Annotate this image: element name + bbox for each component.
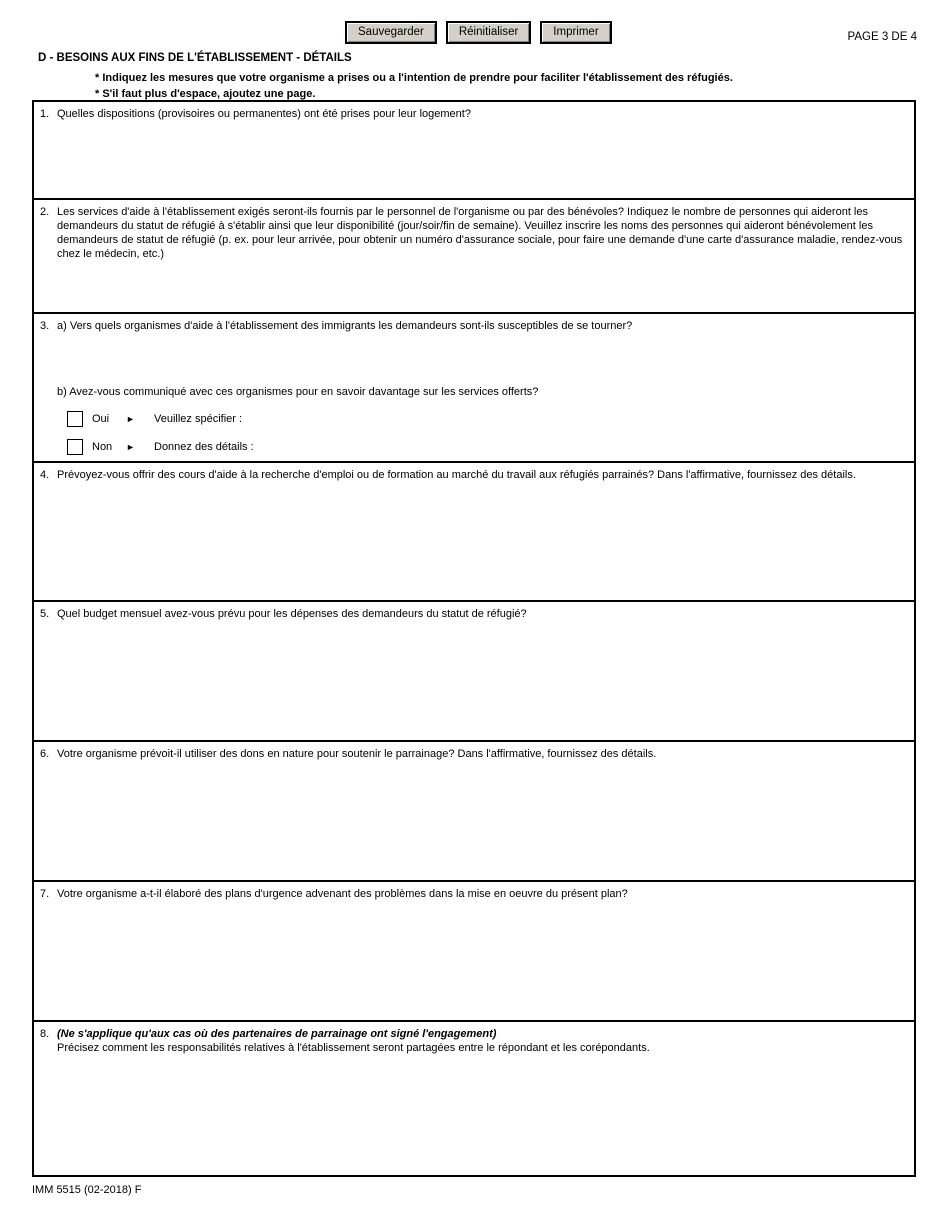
instruction-line-1: * Indiquez les mesures que votre organisme a prises ou a l'intention de prendre pour faciliter l'établissement des réfugiés. [95, 72, 733, 84]
right-arrow-icon: ► [126, 441, 135, 452]
question-2-answer-field[interactable] [57, 261, 906, 312]
question-8-text: Précisez comment les responsabilités relatives à l'établissement seront partagées entre le répondant et les corépondants. [57, 1042, 650, 1054]
question-1-text: Quelles dispositions (provisoires ou permanentes) ont été prises pour leur logement? [57, 108, 471, 120]
oui-label: Oui [92, 413, 110, 425]
question-6-answer-field[interactable] [57, 761, 906, 880]
toolbar [345, 21, 612, 44]
form-box [32, 100, 916, 1177]
section-title: D - BESOINS AUX FINS DE L'ÉTABLISSEMENT - DÉTAILS [38, 52, 352, 64]
question-8-note: (Ne s'applique qu'aux cas où des partenaires de parrainage ont signé l'engagement) [57, 1028, 497, 1040]
save-button[interactable]: Sauvegarder [345, 21, 437, 44]
question-8-answer-field[interactable] [57, 1055, 906, 1175]
non-prompt: Donnez des détails : [154, 441, 254, 453]
question-3a-text: a) Vers quels organismes d'aide à l'établissement des immigrants les demandeurs sont-ils susceptibles de se tourner? [57, 320, 633, 332]
question-1-row [34, 102, 914, 198]
question-1-answer-field[interactable] [57, 121, 906, 198]
option-row-non [67, 433, 906, 461]
non-label: Non [92, 441, 113, 453]
section-instructions [95, 70, 733, 102]
oui-detail-field[interactable] [242, 408, 906, 430]
reset-button[interactable]: Réinitialiser [446, 21, 531, 44]
question-7-number: 7. [40, 888, 50, 900]
question-2-number: 2. [40, 206, 50, 218]
question-4-row [34, 461, 914, 600]
question-3-number: 3. [40, 320, 50, 332]
question-3-row [34, 312, 914, 461]
question-2-row [34, 198, 914, 312]
question-5-row [34, 600, 914, 740]
print-button[interactable]: Imprimer [540, 21, 611, 44]
option-row-oui [67, 405, 906, 433]
question-3b-text: b) Avez-vous communiqué avec ces organismes pour en savoir davantage sur les services offerts? [57, 386, 539, 398]
question-6-row [34, 740, 914, 880]
question-5-answer-field[interactable] [57, 621, 906, 740]
question-8-row [34, 1020, 914, 1175]
question-6-text: Votre organisme prévoit-il utiliser des dons en nature pour soutenir le parrainage? Dans l'affirmative, fournissez des détails. [57, 748, 657, 760]
oui-checkbox[interactable] [67, 411, 83, 427]
page-indicator: PAGE 3 DE 4 [847, 31, 917, 43]
question-7-row [34, 880, 914, 1020]
non-detail-field[interactable] [254, 436, 906, 458]
question-5-text: Quel budget mensuel avez-vous prévu pour les dépenses des demandeurs du statut de réfugié? [57, 608, 527, 620]
question-7-text: Votre organisme a-t-il élaboré des plans d'urgence advenant des problèmes dans la mise en oeuvre du présent plan? [57, 888, 628, 900]
question-8-number: 8. [40, 1028, 50, 1040]
question-2-text: Les services d'aide à l'établissement exigés seront-ils fournis par le personnel de l'organisme ou par des bénévoles? Indiquez le nombre de personnes qui aideront les demandeurs du statut de réfugié à s'établir ainsi que leur disponibilité (jour/soir/fin de semaine). Veuillez inscrire les noms des personnes qui aideront bénévolement les demandeurs de statut de réfugié (p. ex. pour leur arrivée, pour obtenir un numéro d'assurance sociale, pour faire une demande d'une carte d'assurance maladie, rendez-vous chez le médecin, etc.) [57, 206, 903, 260]
question-4-text: Prévoyez-vous offrir des cours d'aide à la recherche d'emploi ou de formation au marché du travail aux réfugiés parrainés? Dans l'affirmative, fournissez des détails. [57, 469, 856, 481]
form-number: IMM 5515 (02-2018) F [32, 1184, 142, 1196]
question-5-number: 5. [40, 608, 50, 620]
question-6-number: 6. [40, 748, 50, 760]
question-4-number: 4. [40, 469, 50, 481]
oui-prompt: Veuillez spécifier : [154, 413, 243, 425]
question-7-answer-field[interactable] [57, 901, 906, 1020]
non-checkbox[interactable] [67, 439, 83, 455]
instruction-line-2: * S'il faut plus d'espace, ajoutez une page. [95, 88, 316, 100]
question-1-number: 1. [40, 108, 50, 120]
right-arrow-icon: ► [126, 413, 135, 424]
question-4-answer-field[interactable] [57, 482, 906, 600]
